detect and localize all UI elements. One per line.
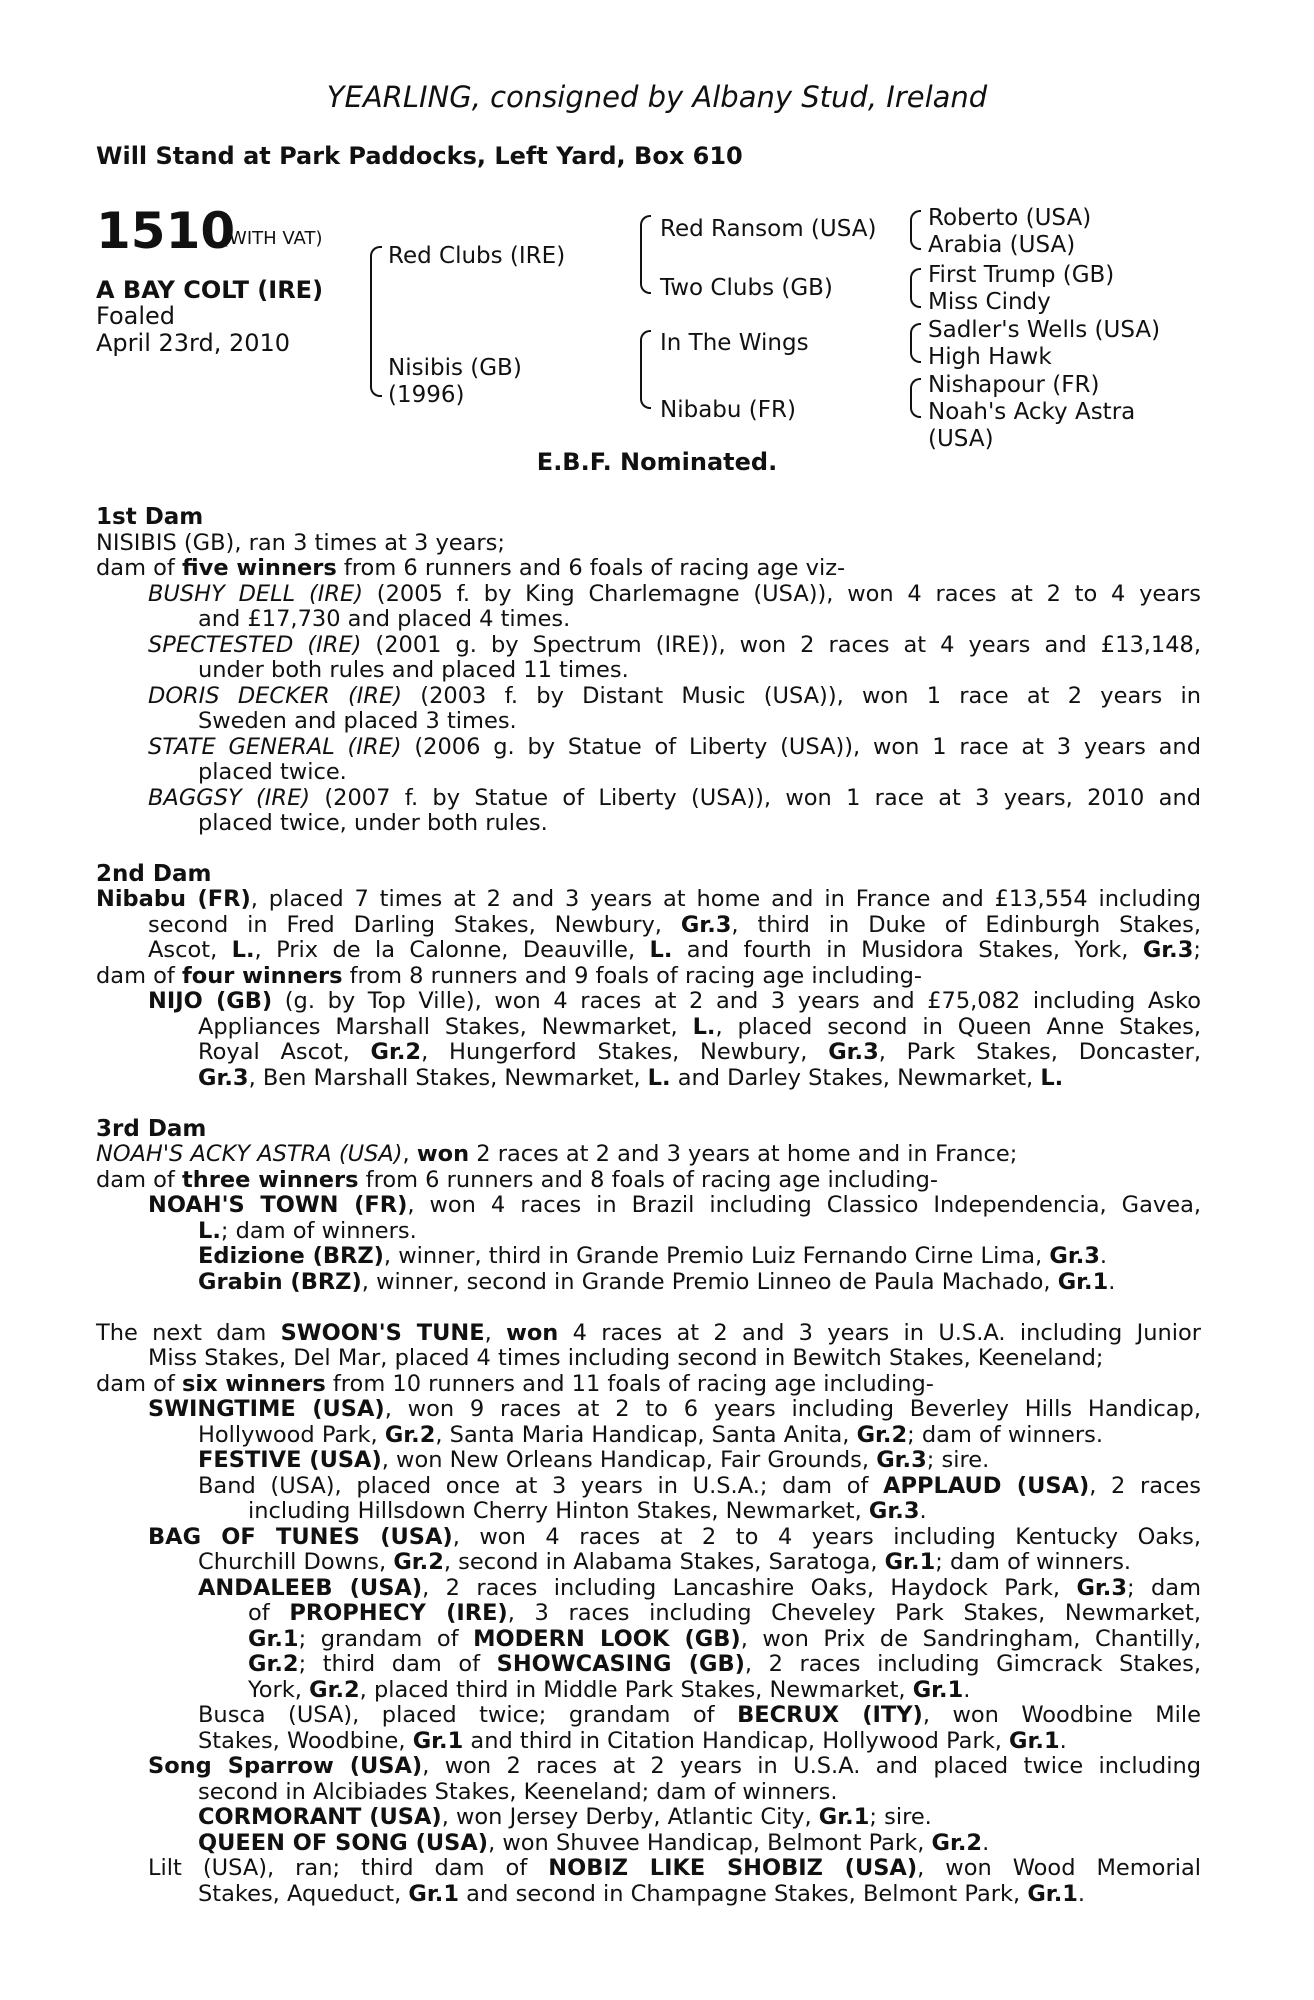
pedigree-sire: Red Clubs (IRE) (388, 243, 566, 269)
nextdam-grandproduce-cont: Stakes, Woodbine, Gr.1 and third in Citation Handicap, Hollywood Park, Gr.1. (198, 1728, 1067, 1754)
pedigree-g3-3: First Trump (GB) (928, 262, 1115, 288)
nextdam-produce-cont: second in Alcibiades Stakes, Keeneland; dam of winners. (198, 1779, 838, 1805)
pedigree-g3-6: High Hawk (928, 344, 1052, 370)
nextdam-grandproduce-cont: Gr.1; grandam of MODERN LOOK (GB), won Prix de Sandringham, Chantilly, (248, 1626, 1202, 1652)
pedigree-sire-dam: Two Clubs (GB) (660, 275, 833, 301)
dam1-produce: SPECTESTED (IRE) (2001 g. by Spectrum (IRE)), won 2 races at 4 years and £13,148, (148, 632, 1202, 658)
ebf-nominated: E.B.F. Nominated. (536, 448, 778, 476)
dam2-line: Nibabu (FR), placed 7 times at 2 and 3 years at home and in France and £13,554 including (96, 886, 1201, 912)
foaled-date: April 23rd, 2010 (96, 329, 291, 357)
dam3-grandproduce: Grabin (BRZ), winner, second in Grande Premio Linneo de Paula Machado, Gr.1. (198, 1269, 1116, 1295)
stand-location: Will Stand at Park Paddocks, Left Yard, Box 610 (96, 142, 743, 170)
nextdam-grandproduce-cont: of PROPHECY (IRE), 3 races including Cheveley Park Stakes, Newmarket, (248, 1600, 1201, 1626)
foaled-label: Foaled (96, 302, 176, 330)
dam2-line: second in Fred Darling Stakes, Newbury, Gr.3, third in Duke of Edinburgh Stakes, (148, 912, 1201, 938)
pedigree-brace-2b (640, 330, 651, 409)
pedigree-brace-3c (910, 323, 921, 363)
horse-name: A BAY COLT (IRE) (96, 276, 324, 304)
pedigree-g3-8: Noah's Acky Astra (928, 399, 1136, 425)
pedigree-dam-year: (1996) (388, 382, 465, 408)
nextdam-produce: BAG OF TUNES (USA), won 4 races at 2 to 4 years including Kentucky Oaks, (148, 1524, 1201, 1550)
dam2-produce: NIJO (GB) (g. by Top Ville), won 4 races at 2 and 3 years and £75,082 including Asko (148, 988, 1202, 1014)
dam2-produce-cont: Appliances Marshall Stakes, Newmarket, L., placed second in Queen Anne Stakes, (198, 1014, 1201, 1040)
dam1-produce: STATE GENERAL (IRE) (2006 g. by Statue of Liberty (USA)), won 1 race at 3 years and (148, 734, 1201, 760)
dam3-heading: 3rd Dam (96, 1116, 207, 1142)
pedigree-g3-5: Sadler's Wells (USA) (928, 317, 1161, 343)
pedigree-brace-3b (910, 268, 921, 308)
nextdam-line: The next dam SWOON'S TUNE, won 4 races at 2 and 3 years in U.S.A. including Junior (96, 1320, 1202, 1346)
nextdam-produce: Song Sparrow (USA), won 2 races at 2 years in U.S.A. and placed twice including (148, 1753, 1202, 1779)
dam1-produce: BAGGSY (IRE) (2007 f. by Statue of Liberty (USA)), won 1 race at 3 years, 2010 and (148, 785, 1201, 811)
dam2-produce-cont: Gr.3, Ben Marshall Stakes, Newmarket, L. and Darley Stakes, Newmarket, L. (198, 1065, 1064, 1091)
pedigree-dam-sire: In The Wings (660, 330, 809, 356)
pedigree-brace-2a (640, 215, 651, 294)
nextdam-produce: SWINGTIME (USA), won 9 races at 2 to 6 years including Beverley Hills Handicap, (148, 1396, 1201, 1422)
pedigree-g3-2: Arabia (USA) (928, 232, 1076, 258)
pedigree-brace-3d (910, 378, 921, 418)
dam3-line: dam of three winners from 6 runners and 8 foals of racing age including- (96, 1167, 939, 1193)
nextdam-grandproduce-cont: including Hillsdown Cherry Hinton Stakes, Newmarket, Gr.3. (248, 1498, 927, 1524)
dam1-line: dam of five winners from 6 runners and 6 foals of racing age viz- (96, 555, 846, 581)
nextdam-grandproduce: Busca (USA), placed twice; grandam of BECRUX (ITY), won Woodbine Mile (198, 1702, 1201, 1728)
pedigree-g3-8-country: (USA) (928, 426, 994, 452)
lot-number: 1510 (96, 202, 236, 260)
dam1-produce-cont: and £17,730 and placed 4 times. (198, 606, 571, 632)
dam1-produce: DORIS DECKER (IRE) (2003 f. by Distant Music (USA)), won 1 race at 2 years in (148, 683, 1201, 709)
nextdam-grandproduce: FESTIVE (USA), won New Orleans Handicap, Fair Grounds, Gr.3; sire. (198, 1447, 990, 1473)
nextdam-produce-cont: Stakes, Aqueduct, Gr.1 and second in Champagne Stakes, Belmont Park, Gr.1. (198, 1881, 1086, 1907)
nextdam-line: dam of six winners from 10 runners and 11 foals of racing age including- (96, 1371, 934, 1397)
consignment-heading: YEARLING, consigned by Albany Stud, Ireland (326, 80, 988, 114)
pedigree-dam-dam: Nibabu (FR) (660, 397, 796, 423)
dam2-line: dam of four winners from 8 runners and 9 foals of racing age including- (96, 963, 922, 989)
nextdam-produce-cont: Churchill Downs, Gr.2, second in Alabama Stakes, Saratoga, Gr.1; dam of winners. (198, 1549, 1132, 1575)
dam2-heading: 2nd Dam (96, 861, 212, 887)
pedigree-sire-sire: Red Ransom (USA) (660, 216, 877, 242)
dam1-produce: BUSHY DELL (IRE) (2005 f. by King Charlemagne (USA)), won 4 races at 2 to 4 years (148, 581, 1201, 607)
nextdam-line: Miss Stakes, Del Mar, placed 4 times including second in Bewitch Stakes, Keeneland; (148, 1345, 1104, 1371)
dam3-produce: NOAH'S TOWN (FR), won 4 races in Brazil including Classico Independencia, Gavea, (148, 1192, 1202, 1218)
nextdam-grandproduce: CORMORANT (USA), won Jersey Derby, Atlantic City, Gr.1; sire. (198, 1804, 932, 1830)
dam3-produce-cont: L.; dam of winners. (198, 1218, 417, 1244)
dam1-produce-cont: placed twice. (198, 759, 347, 785)
nextdam-produce: Lilt (USA), ran; third dam of NOBIZ LIKE SHOBIZ (USA), won Wood Memorial (148, 1855, 1201, 1881)
nextdam-produce-cont: Hollywood Park, Gr.2, Santa Maria Handicap, Santa Anita, Gr.2; dam of winners. (198, 1422, 1103, 1448)
dam1-line: NISIBIS (GB), ran 3 times at 3 years; (96, 530, 505, 556)
dam3-line: NOAH'S ACKY ASTRA (USA), won 2 races at 2 and 3 years at home and in France; (96, 1141, 1018, 1167)
nextdam-grandproduce: ANDALEEB (USA), 2 races including Lancashire Oaks, Haydock Park, Gr.3; dam (198, 1575, 1201, 1601)
pedigree-g3-7: Nishapour (FR) (928, 372, 1100, 398)
pedigree-g3-4: Miss Cindy (928, 289, 1051, 315)
nextdam-grandproduce: Band (USA), placed once at 3 years in U.S.A.; dam of APPLAUD (USA), 2 races (198, 1473, 1201, 1499)
dam1-produce-cont: placed twice, under both rules. (198, 810, 548, 836)
nextdam-grandproduce: QUEEN OF SONG (USA), won Shuvee Handicap, Belmont Park, Gr.2. (198, 1830, 990, 1856)
pedigree-brace-1 (370, 246, 382, 397)
dam1-produce-cont: under both rules and placed 11 times. (198, 657, 629, 683)
vat-label: (WITH VAT) (222, 228, 323, 249)
dam2-produce-cont: Royal Ascot, Gr.2, Hungerford Stakes, Newbury, Gr.3, Park Stakes, Doncaster, (198, 1039, 1202, 1065)
nextdam-grandproduce-cont: Gr.2; third dam of SHOWCASING (GB), 2 races including Gimcrack Stakes, (248, 1651, 1201, 1677)
nextdam-grandproduce-cont: York, Gr.2, placed third in Middle Park Stakes, Newmarket, Gr.1. (248, 1677, 971, 1703)
pedigree-dam: Nisibis (GB) (388, 355, 522, 381)
pedigree-brace-3a (910, 210, 921, 250)
dam1-produce-cont: Sweden and placed 3 times. (198, 708, 517, 734)
dam3-grandproduce: Edizione (BRZ), winner, third in Grande Premio Luiz Fernando Cirne Lima, Gr.3. (198, 1243, 1108, 1269)
dam1-heading: 1st Dam (96, 504, 204, 530)
dam2-line: Ascot, L., Prix de la Calonne, Deauville, L. and fourth in Musidora Stakes, York, Gr.3; (148, 937, 1201, 963)
pedigree-g3-1: Roberto (USA) (928, 205, 1092, 231)
